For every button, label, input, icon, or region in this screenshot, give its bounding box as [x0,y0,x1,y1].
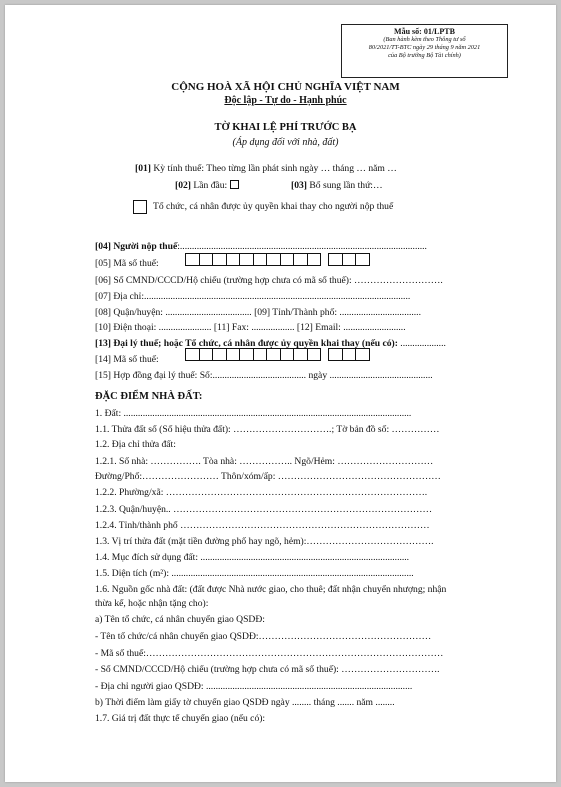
first-time-text: Lần đầu: [190,180,230,191]
authorized-org-label: Tổ chức, cá nhân được ủy quyền khai thay cho người nộp thuế [153,201,394,212]
form-issuance-line-1: (Ban hành kèm theo Thông tư số [383,36,466,43]
supplement-text: Bổ sung lần thứ:… [306,180,383,191]
property-line-5: Đường/Phố:…………………… Thôn/xóm/ấp: …………………………………………… [95,471,441,482]
form-title: TỜ KHAI LỆ PHÍ TRƯỚC BẠ [214,122,357,133]
property-line-2: 1.1. Thửa đất số (Số hiệu thửa đất): ………………………….; Tờ bản đồ số: …………… [95,424,440,435]
property-line-4: 1.2.1. Số nhà: ……………. Tòa nhà: …………….. Ngõ/Hẻm: ………………………… [95,456,434,467]
nation-title: CỘNG HOÀ XÃ HỘI CHỦ NGHĨA VIỆT NAM [171,81,400,93]
property-heading: ĐẶC ĐIỂM NHÀ ĐẤT: [95,391,203,402]
agent-tax-code-boxes[interactable] [185,348,369,361]
form-issuance-line-2: 80/2021/TT-BTC ngày 29 tháng 9 năm 2021 [368,44,481,51]
authorized-org-checkbox[interactable] [133,200,147,214]
form-code: Mẫu số: 01/LPTB [394,27,455,36]
first-time-checkbox[interactable] [230,180,239,189]
field-15-agent-contract: [15] Hợp đồng đại lý thuế: Số:....................................... ngày ........................................... [95,370,433,381]
property-line-14: a) Tên tổ chức, cá nhân chuyển giao QSDĐ: [95,614,265,625]
property-line-6: 1.2.2. Phường/xã: ………………………………………………………………………. [95,487,428,498]
tax-period-line [135,163,397,174]
first-time-line [175,180,239,191]
field-06-id-number: [06] Số CMND/CCCD/Hộ chiếu (trường hợp chưa có mã số thuế): ………………………. [95,275,443,286]
property-line-7: 1.2.3. Quận/huyện.. ……………………………………………………………………… [95,504,433,515]
field-01-label: [01] [135,163,151,174]
property-line-20: 1.7. Giá trị đất thực tế chuyển giao (nếu có): [95,713,266,724]
document-page [5,5,556,782]
field-05-label: [05] Mã số thuế: [95,258,159,269]
property-line-19: b) Thời điểm làm giấy tờ chuyển giao QSDĐ ngày ........ tháng ....... năm ........ [95,697,395,708]
form-subtitle: (Áp dụng đối với nhà, đất) [232,137,339,148]
tax-period-text: Kỳ tính thuế: Theo từng lần phát sinh ngày … tháng … năm … [150,163,397,174]
field-13-dots: ................... [397,338,446,349]
property-line-11: 1.5. Diện tích (m²): ..................................................................................................... [95,568,414,579]
property-line-18: - Địa chỉ người giao QSDĐ: ...................................................................................... [95,681,413,692]
field-10-12-contact: [10] Điện thoại: ...................... [11] Fax: .................. [12] Email: .......................... [95,322,406,333]
field-04-label: [04] Người nộp thuế [95,241,178,252]
field-02-label: [02] [175,180,191,191]
property-line-9: 1.3. Vị trí thửa đất (mặt tiền đường phố hay ngõ, hẻm):…………………………………. [95,536,434,547]
supplement-line [291,180,383,191]
property-line-13: thừa kế, hoặc nhận tặng cho): [95,598,209,609]
property-line-17: - Số CMND/CCCD/Hộ chiếu (trường hợp chưa có mã số thuế): …………………………. [95,664,440,675]
field-13-label: [13] Đại lý thuế; hoặc Tổ chức, cá nhân được ủy quyền khai thay (nếu có): [95,338,398,349]
property-line-12: 1.6. Nguồn gốc nhà đất: (đất được Nhà nước giao, cho thuê; đất nhận chuyển nhượng; nhận [95,584,447,595]
field-07-address: [07] Địa chỉ:............................................................................................................... [95,291,411,302]
property-line-10: 1.4. Mục đích sử dụng đất: ....................................................................................... [95,552,410,563]
property-line-1: 1. Đất: ........................................................................................................................ [95,408,412,419]
form-code-box [341,24,508,78]
motto: Độc lập - Tự do - Hạnh phúc [224,95,347,106]
field-04-line [95,241,427,252]
field-08-09-district-province: [08] Quận/huyện: .................................... [09] Tỉnh/Thành phố: .................................. [95,307,421,318]
field-03-label: [03] [291,180,307,191]
form-issuance-line-3: của Bộ trưởng Bộ Tài chính) [388,52,461,59]
property-line-16: - Mã số thuế:………………………………………………………………………………… [95,648,444,659]
field-04-dots: :....................................................................................................... [177,241,427,252]
property-line-3: 1.2. Địa chỉ thửa đất: [95,439,176,450]
tax-code-boxes[interactable] [185,253,369,266]
property-line-8: 1.2.4. Tỉnh/thành phố …………………………………………………………………… [95,520,430,531]
field-14-label: [14] Mã số thuế: [95,354,159,365]
property-line-15: - Tên tổ chức/cá nhân chuyển giao QSDĐ:……………………………………………… [95,631,432,642]
